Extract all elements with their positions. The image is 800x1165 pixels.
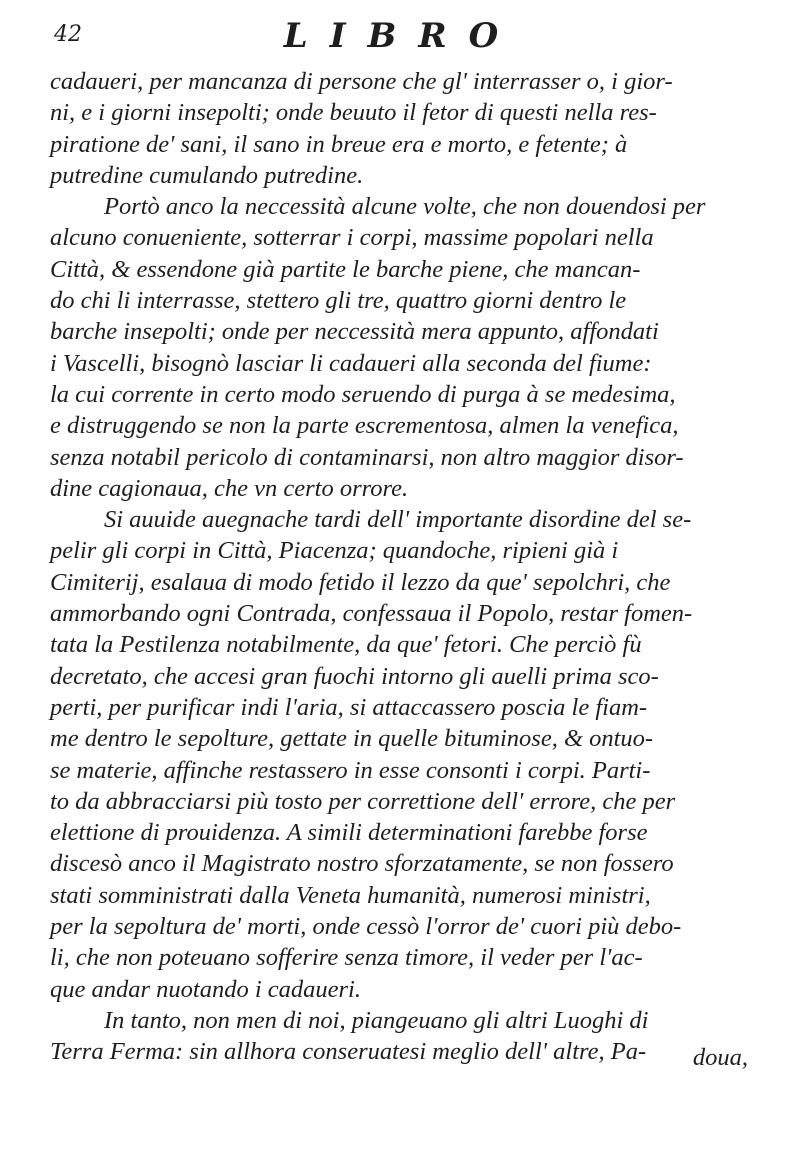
- text-line: senza notabil pericolo di contaminarsi, non altro maggior disor-: [50, 443, 684, 471]
- text-line: cadaueri, per mancanza di persone che gl' interrasser o, i gior-: [50, 68, 673, 95]
- text-line: alcuno conueniente, sotterrar i corpi, massime popolari nella: [50, 224, 654, 252]
- text-line: putredine cumulando putredine.: [50, 161, 364, 189]
- catchword: doua,: [692, 1044, 748, 1071]
- text-line: la cui corrente in certo modo seruendo di purga à se medesima,: [50, 380, 676, 408]
- text-line: ammorbando ogni Contrada, confessaua il Popolo, restar fomen-: [50, 600, 693, 628]
- text-line: decretato, che accesi gran fuochi intorno gli auelli prima sco-: [50, 662, 659, 690]
- text-line: Terra Ferma: sin allhora conseruatesi meglio dell' altre, Pa-: [50, 1038, 647, 1066]
- text-line: stati somministrati dalla Veneta humanità, numerosi ministri,: [50, 881, 651, 909]
- paragraph-start-line: Portò anco la neccessità alcune volte, che non douendosi per: [104, 193, 706, 221]
- paragraph-start-line: Si auuide auegnache tardi dell' importante disordine del se-: [104, 506, 692, 534]
- running-head: LIBRO: [283, 16, 521, 56]
- text-line: i Vascelli, bisognò lasciar li cadaueri alla seconda del fiume:: [50, 349, 652, 377]
- text-line: piratione de' sani, il sano in breue era e morto, e fetente; à: [50, 130, 628, 158]
- text-line: li, che non poteuano sofferire senza timore, il veder per l'ac-: [50, 944, 643, 972]
- text-line: tata la Pestilenza notabilmente, da que' fetori. Che perciò fù: [50, 631, 642, 659]
- text-line: to da abbracciarsi più tosto per correttione dell' errore, che per: [50, 787, 676, 815]
- text-line: elettione di prouidenza. A simili determinationi farebbe forse: [50, 819, 648, 847]
- page-header: [42, 14, 762, 54]
- text-line: me dentro le sepolture, gettate in quelle bituminose, & ontuo-: [50, 725, 654, 753]
- text-line: perti, per purificar indi l'aria, si attaccassero poscia le fiam-: [50, 693, 648, 721]
- page-number: 42: [54, 22, 82, 47]
- text-line: Città, & essendone già partite le barche piene, che mancan-: [50, 255, 641, 283]
- text-line: discesò anco il Magistrato nostro sforzatamente, se non fossero: [50, 850, 674, 878]
- text-line: que andar nuotando i cadaueri.: [50, 975, 361, 1003]
- paragraph-start-line: In tanto, non men di noi, piangeuano gli altri Luoghi di: [104, 1006, 649, 1034]
- body-text: [50, 66, 762, 1068]
- text-line: per la sepoltura de' morti, onde cessò l'orror de' cuori più debo-: [50, 913, 682, 941]
- text-line: barche insepolti; onde per neccessità mera appunto, affondati: [50, 318, 659, 346]
- text-line: ni, e i giorni insepolti; onde beuuto il fetor di questi nella res-: [50, 99, 657, 127]
- text-line: Cimiterij, esalaua di modo fetido il lezzo da que' sepolchri, che: [50, 568, 671, 596]
- text-line: do chi li interrasse, stettero gli tre, quattro giorni dentro le: [50, 287, 627, 315]
- text-line: dine cagionaua, che vn certo orrore.: [50, 474, 409, 502]
- text-line: e distruggendo se non la parte escrementosa, almen la venefica,: [50, 412, 679, 440]
- text-line: se materie, affinche restassero in esse consonti i corpi. Parti-: [50, 756, 651, 784]
- text-line: pelir gli corpi in Città, Piacenza; quandoche, ripieni già i: [50, 537, 619, 565]
